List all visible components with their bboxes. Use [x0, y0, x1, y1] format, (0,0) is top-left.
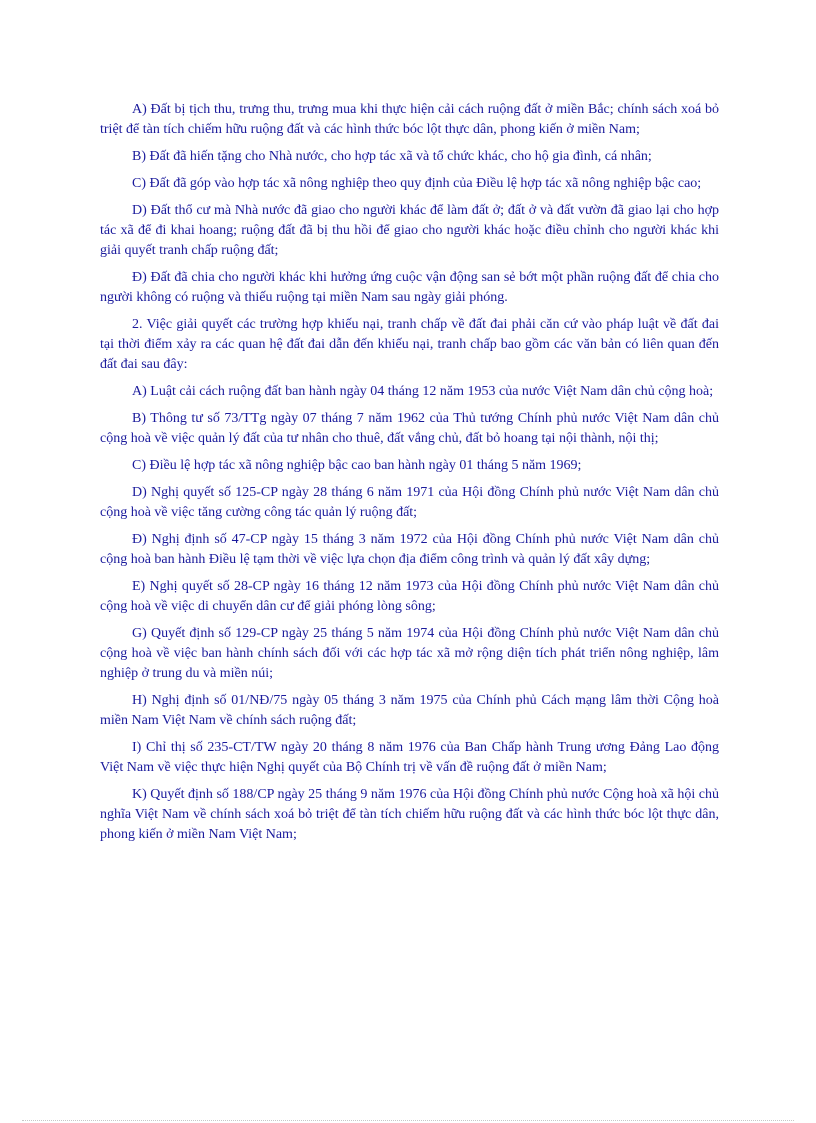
- page-bottom-divider: [22, 1120, 794, 1121]
- paragraph-land-donated: B) Đất đã hiến tặng cho Nhà nước, cho hợp tác xã và tổ chức khác, cho hộ gia đình, cá nhân;: [132, 149, 652, 164]
- paragraph-resolution-28: E) Nghị quyết số 28-CP ngày 16 tháng 12 năm 1973 của Hội đồng Chính phủ nước Việt Nam dân chủ cộng hoà về việc di chuyển dân cư để giải phóng lòng sông;: [100, 579, 719, 614]
- paragraph-land-shared: Đ) Đất đã chia cho người khác khi hưởng ứng cuộc vận động san sẻ bớt một phần ruộng đất để chia cho người không có ruộng và thiếu ruộng tại miền Nam sau ngày giải phóng.: [100, 270, 719, 305]
- document-body: [100, 100, 719, 852]
- paragraph-land-contributed: C) Đất đã góp vào hợp tác xã nông nghiệp theo quy định của Điều lệ hợp tác xã nông nghiệp bậc cao;: [132, 176, 702, 191]
- paragraph-directive-235: I) Chỉ thị số 235-CT/TW ngày 20 tháng 8 năm 1976 của Ban Chấp hành Trung ương Đảng Lao động Việt Nam về việc thực hiện Nghị quyết của Bộ Chính trị về vấn đề ruộng đất ở miền Nam;: [100, 740, 719, 775]
- paragraph-section-2: 2. Việc giải quyết các trường hợp khiếu nại, tranh chấp về đất đai phải căn cứ vào pháp luật về đất đai tại thời điểm xảy ra các quan hệ đất đai dẫn đến khiếu nại, tranh chấp bao gồm các văn bản có liên quan đến đất đai sau đây:: [100, 317, 719, 372]
- paragraph-decree-47: Đ) Nghị định số 47-CP ngày 15 tháng 3 năm 1972 của Hội đồng Chính phủ nước Việt Nam dân chủ cộng hoà ban hành Điều lệ tạm thời về việc lựa chọn địa điểm công trình và quản lý đất xây dựng;: [100, 532, 719, 567]
- paragraph-circular-73: B) Thông tư số 73/TTg ngày 07 tháng 7 năm 1962 của Thủ tướng Chính phủ nước Việt Nam dân chủ cộng hoà về việc quản lý đất của tư nhân cho thuê, đất vắng chủ, đất bỏ hoang tại nội thành, nội thị;: [100, 411, 719, 446]
- paragraph-residential-land: D) Đất thổ cư mà Nhà nước đã giao cho người khác để làm đất ở; đất ở và đất vườn đã giao lại cho hợp tác xã để đi khai hoang; ruộng đất đã bị thu hồi để giao cho người khác hoặc điều chỉnh cho người khác khi giải quyết tranh chấp ruộng đất;: [100, 203, 719, 258]
- paragraph-decision-188: K) Quyết định số 188/CP ngày 25 tháng 9 năm 1976 của Hội đồng Chính phủ nước Cộng hoà xã hội chủ nghĩa Việt Nam về chính sách xoá bỏ triệt để tàn tích chiếm hữu ruộng đất và các hình thức bóc lột thực dân, phong kiến ở miền Nam Việt Nam;: [100, 787, 719, 842]
- paragraph-land-confiscated: A) Đất bị tịch thu, trưng thu, trưng mua khi thực hiện cải cách ruộng đất ở miền Bắc; chính sách xoá bỏ triệt để tàn tích chiếm hữu ruộng đất và các hình thức bóc lột thực dân, phong kiến ở miền Nam;: [100, 102, 719, 137]
- paragraph-decree-01: H) Nghị định số 01/NĐ/75 ngày 05 tháng 3 năm 1975 của Chính phủ Cách mạng lâm thời Cộng hoà miền Nam Việt Nam về chính sách ruộng đất;: [100, 693, 719, 728]
- paragraph-law-land-reform: A) Luật cải cách ruộng đất ban hành ngày 04 tháng 12 năm 1953 của nước Việt Nam dân chủ cộng hoà;: [132, 384, 714, 399]
- paragraph-cooperative-charter: C) Điều lệ hợp tác xã nông nghiệp bậc cao ban hành ngày 01 tháng 5 năm 1969;: [132, 458, 582, 473]
- paragraph-decision-129: G) Quyết định số 129-CP ngày 25 tháng 5 năm 1974 của Hội đồng Chính phủ nước Việt Nam dân chủ cộng hoà về việc ban hành chính sách đối với các hợp tác xã mở rộng diện tích phát triển nông nghiệp, lâm nghiệp ở trung du và miền núi;: [100, 626, 719, 681]
- paragraph-resolution-125: D) Nghị quyết số 125-CP ngày 28 tháng 6 năm 1971 của Hội đồng Chính phủ nước Việt Nam dân chủ cộng hoà về việc tăng cường công tác quản lý ruộng đất;: [100, 485, 719, 520]
